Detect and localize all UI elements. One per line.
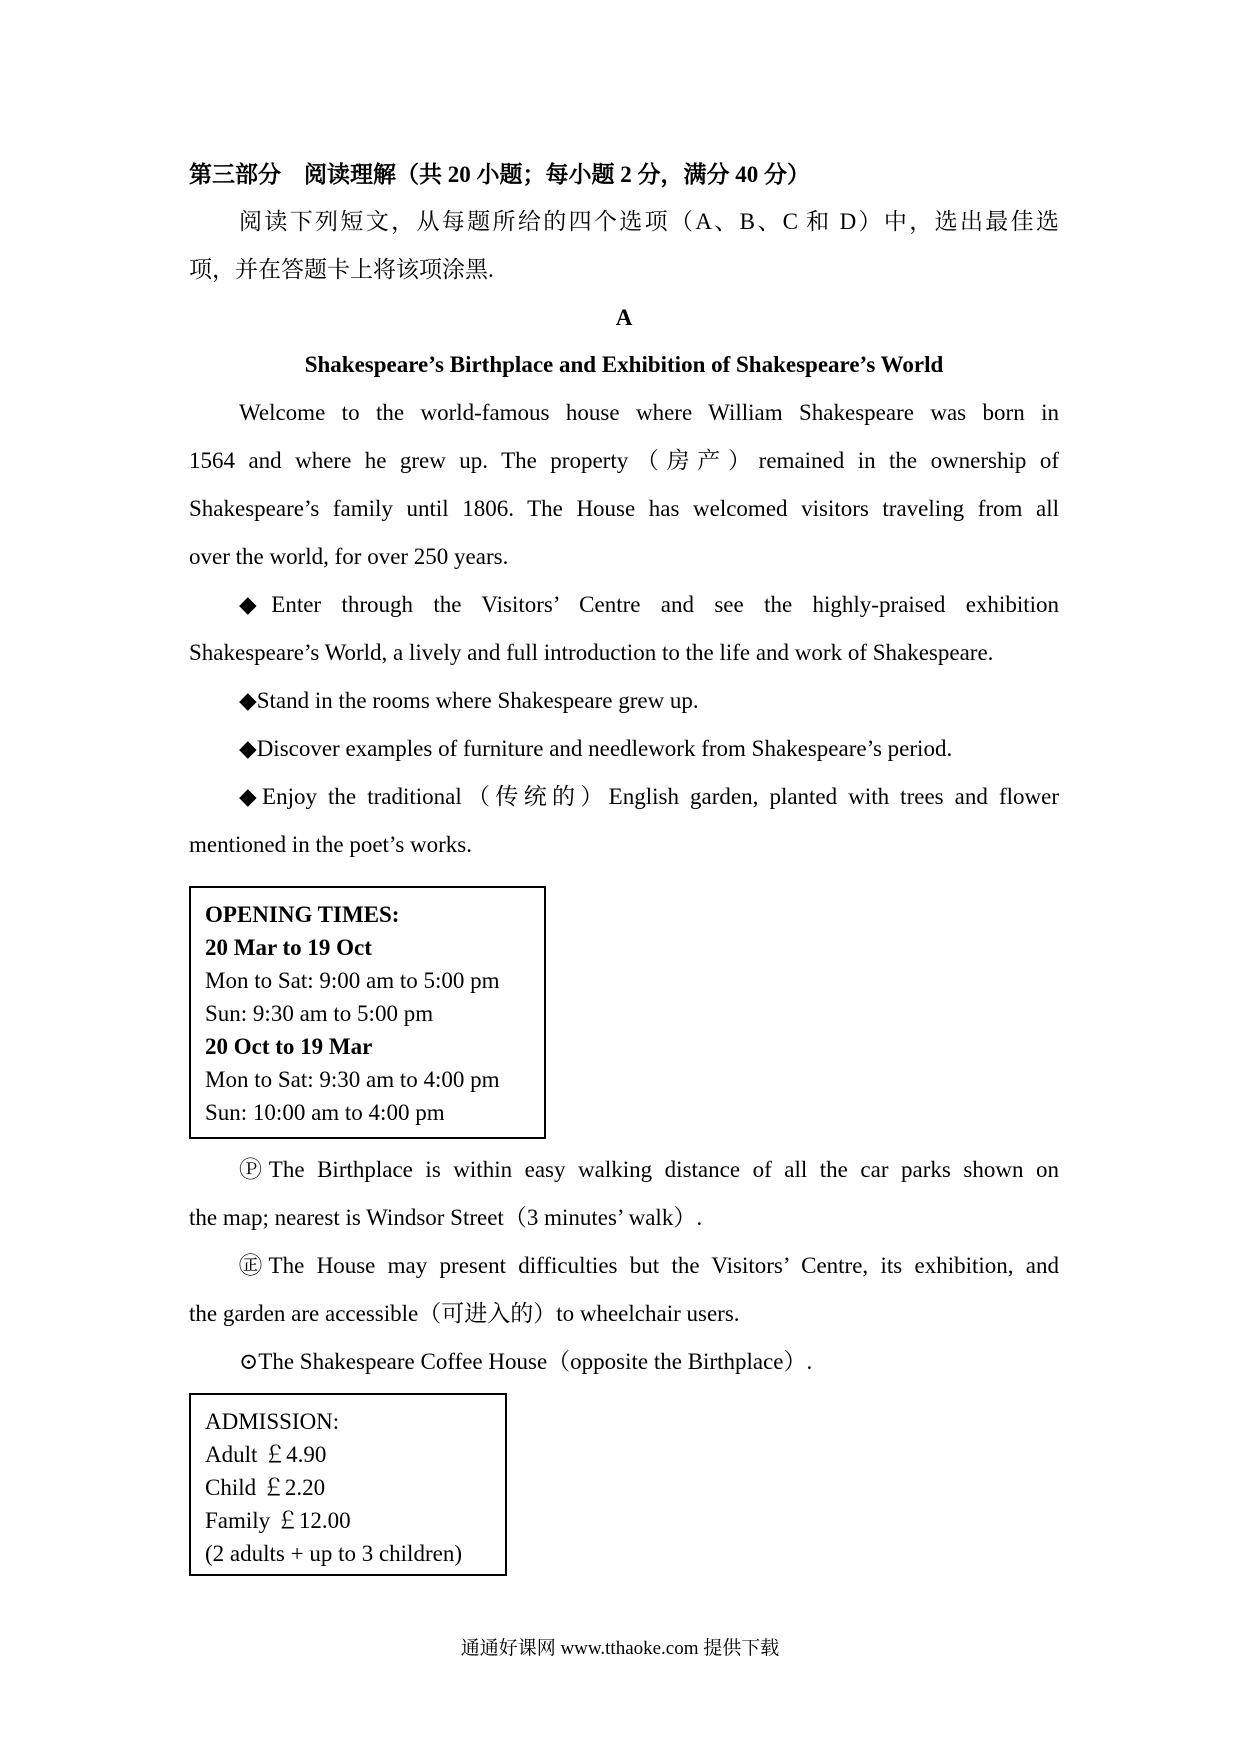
- bullet-item: ◆Enjoy the traditional（传统的）English garden, planted with trees and flower: [239, 784, 1059, 809]
- bullet-item: ◆Enter through the Visitors’ Centre and see the highly-praised exhibition: [239, 592, 1059, 617]
- section-heading: 第三部分 阅读理解（共 20 小题；每小题 2 分，满分 40 分）: [189, 162, 810, 187]
- note-accessibility: [239, 1251, 1059, 1281]
- note-coffee-house: [239, 1347, 1059, 1377]
- intro-paragraph-line: 1564 and where he grew up. The property（房产）remained in the ownership of: [189, 448, 1059, 473]
- intro-paragraph-line: over the world, for over 250 years.: [189, 544, 509, 569]
- opening-hours: Sun: 9:30 am to 5:00 pm: [205, 1001, 434, 1026]
- passage-title: Shakespeare’s Birthplace and Exhibition of Shakespeare’s World: [304, 352, 944, 377]
- opening-times-box: [189, 886, 546, 1139]
- note-text-continued: the garden are accessible（可进入的）to wheelchair users.: [189, 1301, 740, 1326]
- bullet-item-continued: mentioned in the poet’s works.: [189, 832, 472, 857]
- admission-box: [189, 1393, 507, 1576]
- parking-icon: Ⓟ: [239, 1157, 269, 1182]
- admission-family-note: (2 adults + up to 3 children): [205, 1541, 462, 1566]
- admission-heading: ADMISSION:: [205, 1409, 340, 1434]
- note-text: The House may present difficulties but the Visitors’ Centre, its exhibition, and: [268, 1253, 1060, 1278]
- admission-family: Family ￡12.00: [205, 1508, 351, 1533]
- opening-times-heading: OPENING TIMES:: [205, 902, 400, 927]
- intro-paragraph-line: Shakespeare’s family until 1806. The House has welcomed visitors traveling from all: [189, 496, 1059, 521]
- note-parking: [239, 1155, 1059, 1185]
- instruction-text-continued: 项，并在答题卡上将该项涂黑.: [189, 257, 494, 282]
- bullet-item: ◆Stand in the rooms where Shakespeare grew up.: [239, 688, 699, 713]
- bullet-item-continued: Shakespeare’s World, a lively and full introduction to the life and work of Shakespeare.: [189, 640, 994, 665]
- accessibility-icon: ㊣: [239, 1253, 269, 1278]
- opening-hours: Sun: 10:00 am to 4:00 pm: [205, 1100, 445, 1125]
- admission-child: Child ￡2.20: [205, 1475, 326, 1500]
- opening-hours: Mon to Sat: 9:30 am to 4:00 pm: [205, 1067, 500, 1092]
- bullet-item: ◆Discover examples of furniture and needlework from Shakespeare’s period.: [239, 736, 953, 761]
- page-footer: 通通好课网 www.tthaoke.com 提供下载: [460, 1638, 780, 1659]
- passage-letter: A: [615, 305, 633, 330]
- instruction-text: 阅读下列短文，从每题所给的四个选项（A、B、C 和 D）中，选出最佳选: [239, 209, 1059, 234]
- admission-adult: Adult ￡4.90: [205, 1442, 327, 1467]
- intro-paragraph-line: Welcome to the world-famous house where William Shakespeare was born in: [239, 400, 1059, 425]
- note-text: The Shakespeare Coffee House（opposite the Birthplace）.: [258, 1349, 813, 1374]
- opening-period-summer: 20 Mar to 19 Oct: [205, 935, 372, 960]
- opening-period-winter: 20 Oct to 19 Mar: [205, 1034, 373, 1059]
- note-text-continued: the map; nearest is Windsor Street（3 minutes’ walk）.: [189, 1205, 703, 1230]
- note-text: The Birthplace is within easy walking distance of all the car parks shown on: [268, 1157, 1060, 1182]
- coffee-icon: ⊙: [239, 1349, 259, 1374]
- opening-hours: Mon to Sat: 9:00 am to 5:00 pm: [205, 968, 500, 993]
